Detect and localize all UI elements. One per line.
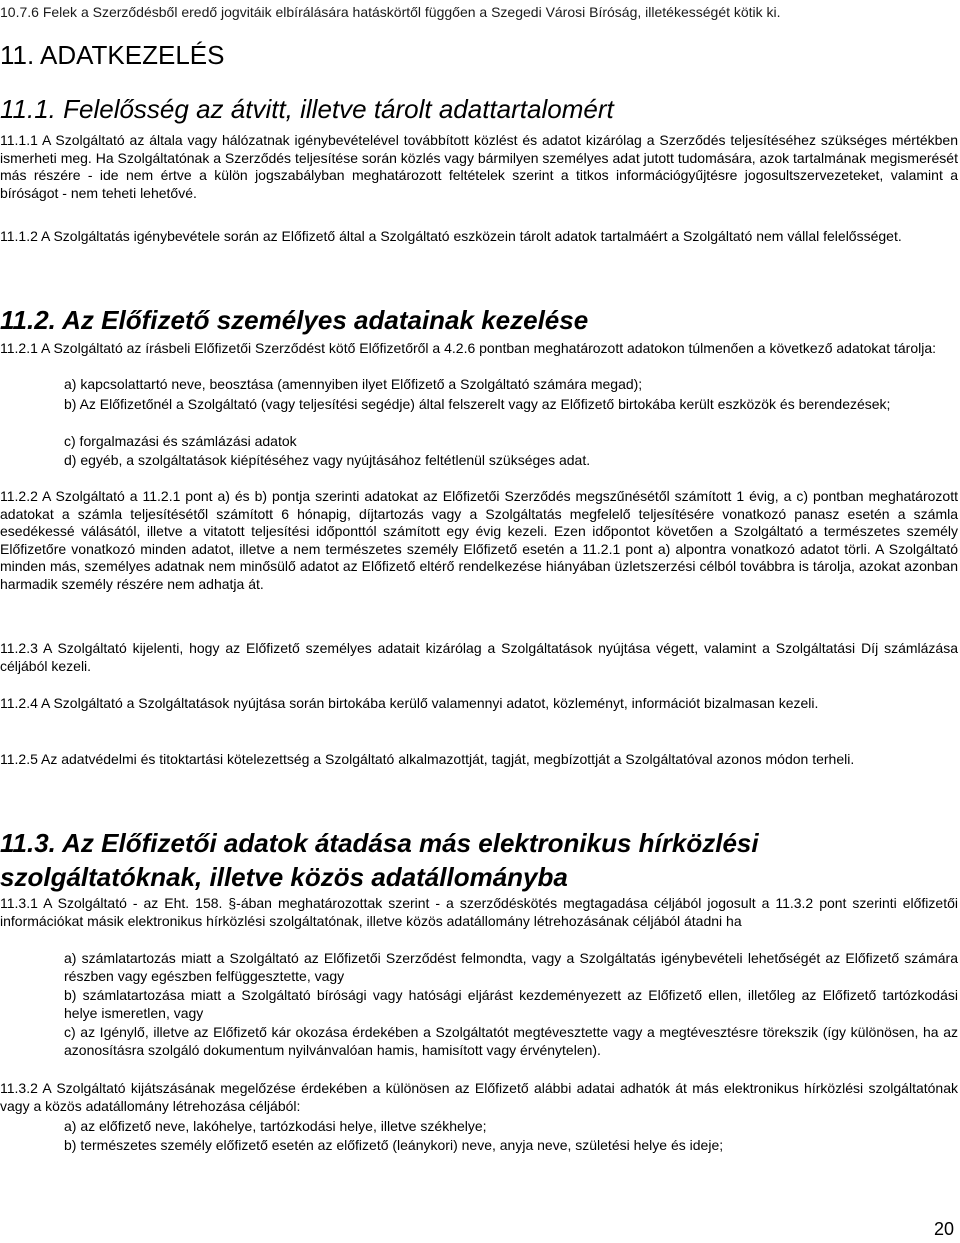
page-number: 20 <box>933 1219 954 1239</box>
list-item-11-3-2-b: b) természetes személy előfizető esetén az előfizető (leánykori) neve, anyja neve, születési helye és ideje; <box>64 1137 724 1153</box>
list-item-11-3-2-a: a) az előfizető neve, lakóhelye, tartózkodási helye, illetve székhelye; <box>64 1118 487 1134</box>
section-11-3-heading: 11.3. Az Előfizetői adatok átadása más elektronikus hírközlési szolgáltatóknak, illetve közös adatállományba <box>0 828 759 892</box>
clause-11-3-2: 11.3.2 A Szolgáltató kijátszásának megelőzése érdekében a különösen az Előfizető alábbi adatai adhatók át más elektronikus hírközlési szolgáltatónak vagy a közös adatállomány létrehozása céljából: <box>0 1080 958 1114</box>
list-item-11-2-1-a: a) kapcsolattartó neve, beosztása (amennyiben ilyet Előfizető a Szolgáltató számára megad); <box>64 376 643 392</box>
clause-11-2-5: 11.2.5 Az adatvédelmi és titoktartási kötelezettség a Szolgáltató alkalmazottját, tagját, megbízottját a Szolgáltatóval azonos módon terheli. <box>0 751 855 767</box>
list-item-11-2-1-b: b) Az Előfizetőnél a Szolgáltató (vagy teljesítési segédje) által felszerelt vagy az Előfizető birtokába került eszközök és berendezések; <box>64 396 891 412</box>
clause-10-7-6: 10.7.6 Felek a Szerződésből eredő jogvitáik elbírálására hatáskörtől függően a Szegedi Városi Bíróság, illetékességét kötik ki. <box>0 4 781 20</box>
list-item-11-2-1-c: c) forgalmazási és számlázási adatok <box>64 433 297 449</box>
clause-11-2-4: 11.2.4 A Szolgáltató a Szolgáltatások nyújtása során birtokába kerülő valamennyi adatot, közleményt, információt bizalmasan kezeli. <box>0 695 819 711</box>
clause-11-3-1: 11.3.1 A Szolgáltató - az Eht. 158. §-ában meghatározottak szerint - a szerződéskötés megtagadása céljából jogosult a 11.3.2 pont szerinti előfizetői információkat másik elektronikus hírközlési szolgáltatónak, illetve közös adatállomány létrehozásának céljából átadni ha <box>0 895 958 929</box>
clause-11-2-1: 11.2.1 A Szolgáltató az írásbeli Előfizetői Szerződést kötő Előfizetőről a 4.2.6 pontban meghatározott adatokon túlmenően a következő adatokat tárolja: <box>0 340 936 356</box>
list-item-11-3-1-a: a) számlatartozás miatt a Szolgáltató az Előfizetői Szerződést felmondta, vagy a Szolgáltatás igénybevételi lehetőségét az Előfizető számára részben vagy egészben felfüggesztette, vagy <box>64 950 958 984</box>
list-item-11-3-1-c: c) az Igénylő, illetve az Előfizető kár okozása érdekében a Szolgáltatót megtévesztette vagy a megtévesztésre törekszik (így különösen, ha az azonosításra szolgáló dokumentum nyilvánvalóan hamis, hamisított vagy érvénytelen). <box>64 1024 958 1058</box>
list-item-11-2-1-d: d) egyéb, a szolgáltatások kiépítéséhez vagy nyújtásához feltétlenül szükséges adat. <box>64 452 591 468</box>
list-item-11-3-1-b: b) számlatartozása miatt a Szolgáltató bírósági vagy hatósági eljárást kezdeményezett az Előfizető ellen, illetőleg az Előfizető tartózkodási helye ismeretlen, vagy <box>64 987 958 1021</box>
clause-11-2-3: 11.2.3 A Szolgáltató kijelenti, hogy az Előfizető személyes adatait kizárólag a Szolgáltatások nyújtása végett, valamint a Szolgáltatási Díj számlázása céljából kezeli. <box>0 640 958 674</box>
clause-11-2-2: 11.2.2 A Szolgáltató a 11.2.1 pont a) és b) pontja szerinti adatokat az Előfizetői Szerződés megszűnésétől számított 1 évig, a c) pontban meghatározott adatokat a számla teljesítésétől számított 6 hónapig, díjtartozás vagy a Szolgáltatás megfelelő teljesítésére vonatkozó panasz esetén a számla esedékessé válásától, illetve a vitatott teljesítési időponttól számított egy évig kezeli. Ezen időpontot követően a Szolgáltató a természetes személy Előfizetőre vonatkozó minden adatot, illetve a nem természetes személy Előfizető esetén a 11.2.1 pont a) alpontra vonatkozó adatot törli. A Szolgáltató minden más, személyes adatnak nem minősülő adatot az Előfizető eltérő rendelkezése hiányában üzletszerzési célból továbbra is tárolja, azokat azonban harmadik személy részére nem adhatja át. <box>0 488 958 592</box>
section-11-1-heading: 11.1. Felelősség az átvitt, illetve tárolt adattartalomért <box>0 94 614 124</box>
clause-11-1-1: 11.1.1 A Szolgáltató az általa vagy hálózatnak igénybevételével továbbított közlést és adatot kizárólag a Szerződés teljesítéséhez szükséges mértékben ismerheti meg. Ha Szolgáltatónak a Szerződés teljesítése során közlés vagy bármilyen személyes adat jutott tudomására, azok tartalmának megismerését más részére - ide nem értve a külön jogszabályban meghatározott feltételek szerint a titkos információgyűjtésre jogosultszervezeteket, valamint a bíróságot - nem teheti lehetővé. <box>0 132 958 201</box>
section-11-heading: 11. ADATKEZELÉS <box>0 40 225 70</box>
section-11-2-heading: 11.2. Az Előfizető személyes adatainak kezelése <box>0 305 589 335</box>
clause-11-1-2: 11.1.2 A Szolgáltatás igénybevétele során az Előfizető által a Szolgáltató eszközein tárolt adatok tartalmáért a Szolgáltató nem vállal felelősséget. <box>0 228 902 244</box>
